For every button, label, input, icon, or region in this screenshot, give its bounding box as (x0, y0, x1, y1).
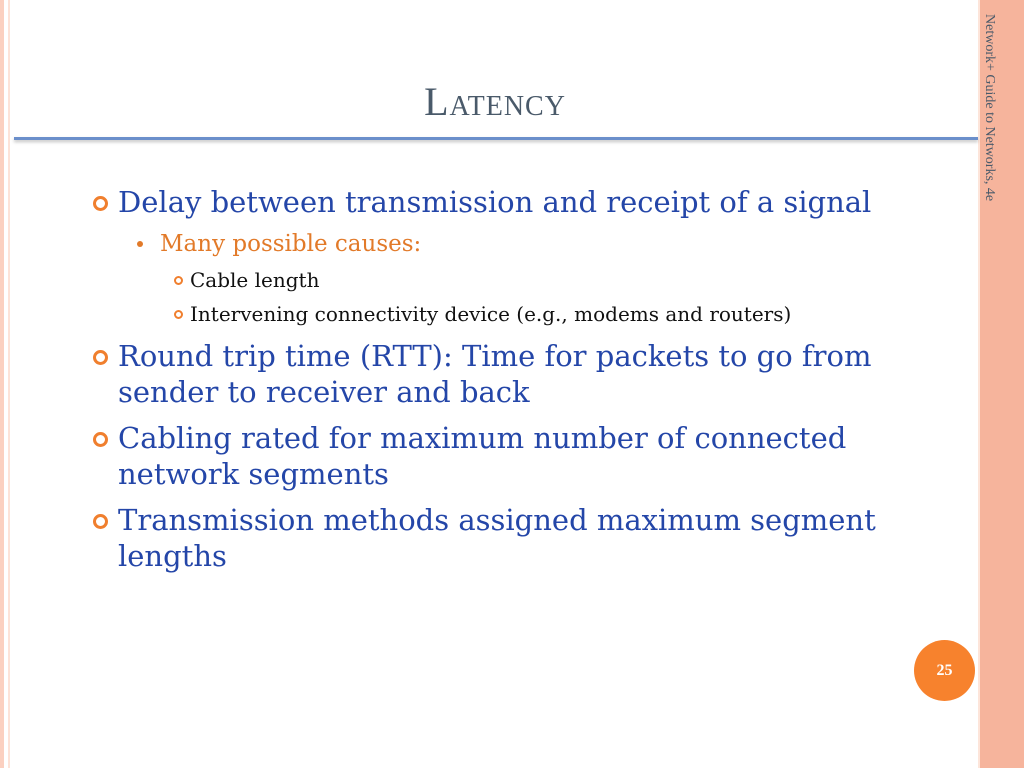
bullet-text: Intervening connectivity device (e.g., modems and routers) (190, 302, 792, 326)
bullet-item (118, 502, 948, 574)
dot-bullet-icon (137, 241, 143, 247)
bullet-text: Transmission methods assigned maximum segment lengths (118, 503, 876, 573)
bullet-text: Cabling rated for maximum number of connected network segments (118, 421, 847, 491)
bullet-item (118, 184, 948, 220)
ring-bullet-icon (93, 514, 108, 529)
slide-title: Latency (424, 79, 566, 124)
side-note: Network+ Guide to Networks, 4e (982, 14, 997, 202)
ring-bullet-icon (93, 432, 108, 447)
right-band-line (1016, 0, 1018, 768)
bullet-text: Delay between transmission and receipt of a signal (118, 185, 872, 219)
bullet-item (190, 267, 950, 293)
page-number-badge: 25 (914, 640, 975, 701)
ring-bullet-icon (93, 196, 108, 211)
bullet-item (118, 338, 948, 410)
ring-bullet-icon (93, 350, 108, 365)
bullet-item (190, 301, 950, 327)
bullet-text: Cable length (190, 268, 320, 292)
bullet-item (118, 420, 948, 492)
ring-bullet-icon (174, 310, 183, 319)
right-band-line (1003, 0, 1024, 768)
ring-bullet-icon (174, 276, 183, 285)
bullet-text: Many possible causes: (160, 231, 422, 257)
bullet-item (160, 230, 940, 258)
bullet-text: Round trip time (RTT): Time for packets to go from sender to receiver and back (118, 339, 872, 409)
